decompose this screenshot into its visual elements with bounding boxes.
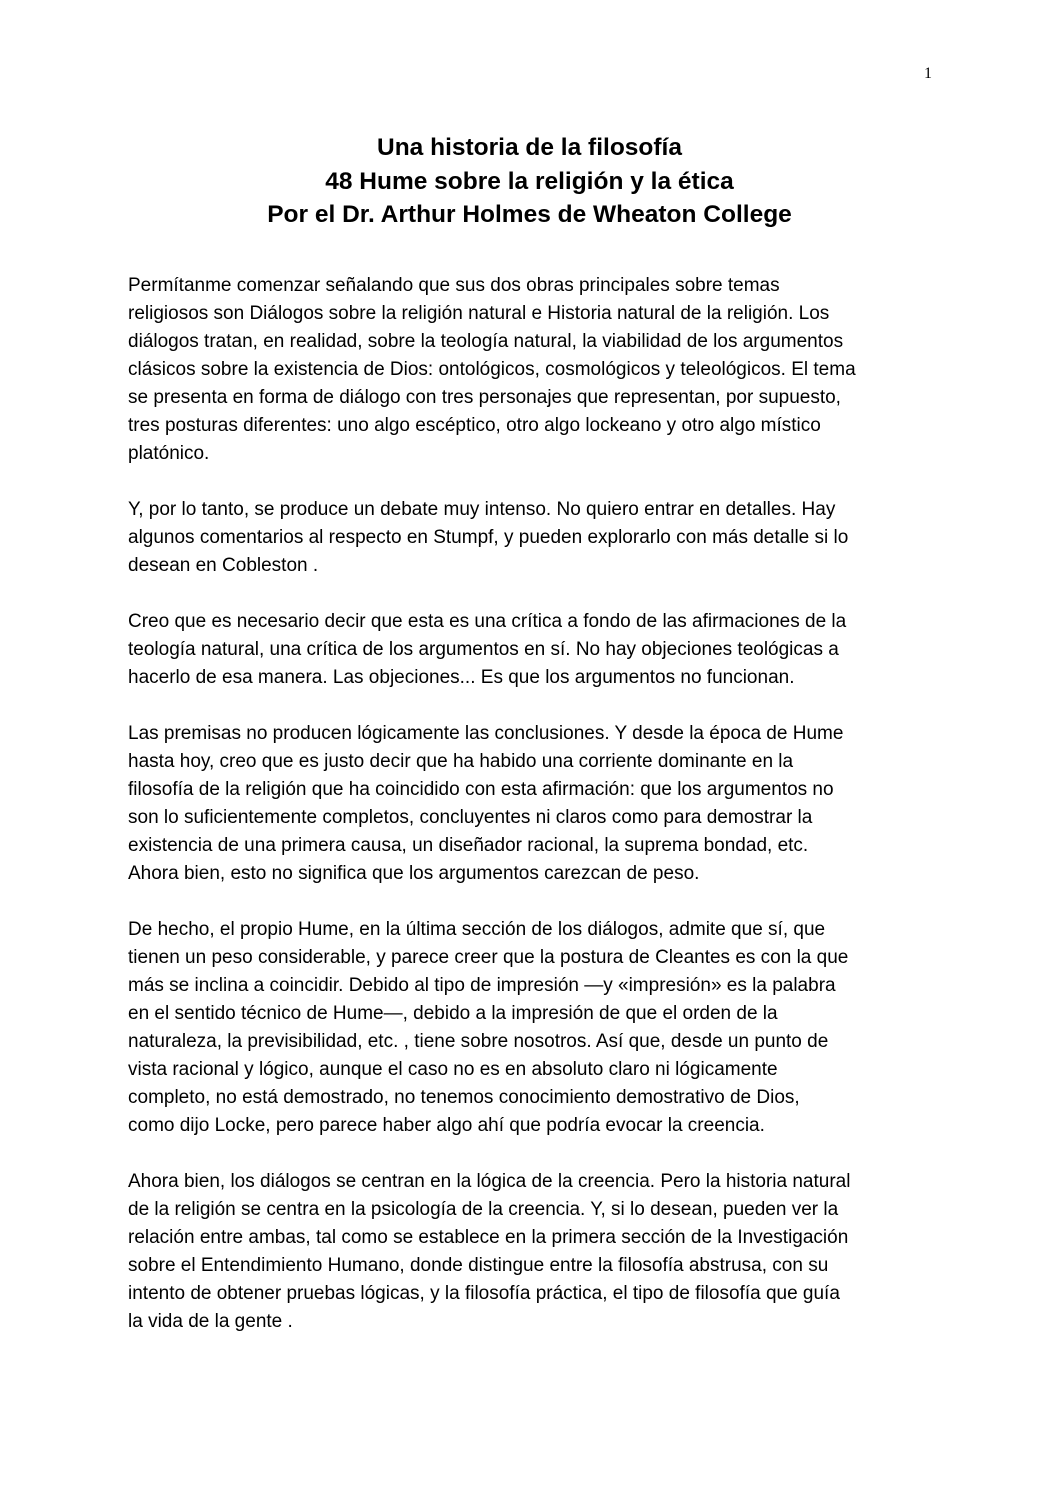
text-line: sobre el Entendimiento Humano, donde distingue entre la filosofía abstrusa, con su xyxy=(128,1255,829,1276)
text-line: religiosos son Diálogos sobre la religión natural e Historia natural de la religión. Los xyxy=(128,303,830,324)
title-line: Una historia de la filosofía xyxy=(377,134,682,161)
text-line: diálogos tratan, en realidad, sobre la teología natural, la viabilidad de los argumentos xyxy=(128,331,844,352)
text-line: naturaleza, la previsibilidad, etc. , tiene sobre nosotros. Así que, desde un punto de xyxy=(128,1031,829,1052)
text-line: hasta hoy, creo que es justo decir que ha habido una corriente dominante en la xyxy=(128,751,794,772)
paragraph xyxy=(128,608,943,692)
text-line: vista racional y lógico, aunque el caso no es en absoluto claro ni lógicamente xyxy=(128,1059,778,1080)
page-number: 1 xyxy=(924,65,932,82)
text-line: existencia de una primera causa, un diseñador racional, la suprema bondad, etc. xyxy=(128,835,809,856)
text-line: Creo que es necesario decir que esta es una crítica a fondo de las afirmaciones de la xyxy=(128,611,847,632)
text-line: tienen un peso considerable, y parece creer que la postura de Cleantes es con la que xyxy=(128,947,849,968)
text-line: de la religión se centra en la psicología de la creencia. Y, si lo desean, pueden ver la xyxy=(128,1199,839,1220)
text-line: platónico. xyxy=(128,443,210,464)
paragraph xyxy=(128,272,943,468)
text-line: De hecho, el propio Hume, en la última sección de los diálogos, admite que sí, que xyxy=(128,919,826,940)
text-line: desean en Cobleston . xyxy=(128,555,319,576)
text-line: en el sentido técnico de Hume—, debido a la impresión de que el orden de la xyxy=(128,1003,778,1024)
text-line: intento de obtener pruebas lógicas, y la filosofía práctica, el tipo de filosofía que guía xyxy=(128,1283,840,1304)
text-line: Permítanme comenzar señalando que sus dos obras principales sobre temas xyxy=(128,275,780,296)
text-line: más se inclina a coincidir. Debido al tipo de impresión —y «impresión» es la palabra xyxy=(128,975,836,996)
text-line: Las premisas no producen lógicamente las conclusiones. Y desde la época de Hume xyxy=(128,723,844,744)
text-line: teología natural, una crítica de los argumentos en sí. No hay objeciones teológicas a xyxy=(128,639,839,660)
text-line: algunos comentarios al respecto en Stumpf, y pueden explorarlo con más detalle si lo xyxy=(128,527,849,548)
paragraph xyxy=(128,916,943,1140)
text-line: hacerlo de esa manera. Las objeciones... Es que los argumentos no funcionan. xyxy=(128,667,795,688)
text-line: relación entre ambas, tal como se establece en la primera sección de la Investigación xyxy=(128,1227,849,1248)
paragraph xyxy=(128,720,943,888)
text-line: Ahora bien, los diálogos se centran en la lógica de la creencia. Pero la historia natural xyxy=(128,1171,851,1192)
text-line: Y, por lo tanto, se produce un debate muy intenso. No quiero entrar en detalles. Hay xyxy=(128,499,836,520)
subtitle-line: 48 Hume sobre la religión y la ética xyxy=(325,167,734,195)
text-line: como dijo Locke, pero parece haber algo ahí que podría evocar la creencia. xyxy=(128,1115,765,1136)
text-line: se presenta en forma de diálogo con tres personajes que representan, por supuesto, xyxy=(128,387,841,408)
document-title xyxy=(128,131,931,232)
paragraph xyxy=(128,496,943,580)
document-body xyxy=(128,272,943,1364)
text-line: filosofía de la religión que ha coincidido con esta afirmación: que los argumentos no xyxy=(128,779,834,800)
text-line: clásicos sobre la existencia de Dios: ontológicos, cosmológicos y teleológicos. El tema xyxy=(128,359,856,380)
text-line: tres posturas diferentes: uno algo escéptico, otro algo lockeano y otro algo místico xyxy=(128,415,821,436)
author-line: Por el Dr. Arthur Holmes de Wheaton College xyxy=(267,201,792,228)
text-line: completo, no está demostrado, no tenemos conocimiento demostrativo de Dios, xyxy=(128,1087,800,1108)
text-line: la vida de la gente . xyxy=(128,1311,293,1332)
paragraph xyxy=(128,1168,943,1336)
text-line: Ahora bien, esto no significa que los argumentos carezcan de peso. xyxy=(128,863,700,884)
text-line: son lo suficientemente completos, concluyentes ni claros como para demostrar la xyxy=(128,807,813,828)
